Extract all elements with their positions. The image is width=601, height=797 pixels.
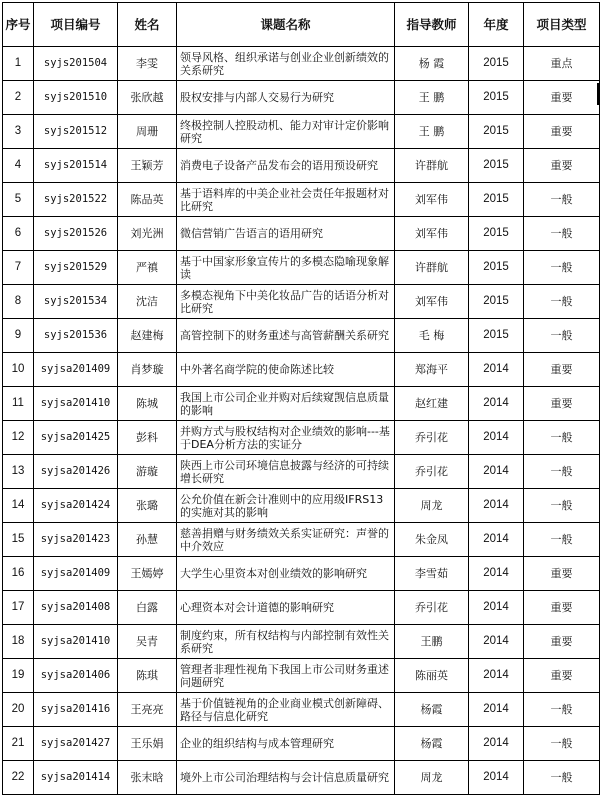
project-table-container — [2, 2, 600, 795]
cell-year: 2014 — [469, 455, 524, 489]
cell-year: 2015 — [469, 149, 524, 183]
cell-no: 17 — [3, 591, 34, 625]
table-row — [3, 387, 600, 421]
table-row — [3, 727, 600, 761]
cell-type: 一般 — [524, 217, 600, 251]
header-advisor: 指导教师 — [395, 3, 469, 47]
cell-year: 2014 — [469, 353, 524, 387]
cell-code: syjsa201408 — [34, 591, 118, 625]
cell-year: 2015 — [469, 251, 524, 285]
cell-advisor: 许群航 — [395, 149, 469, 183]
cell-no: 12 — [3, 421, 34, 455]
cell-title: 大学生心里资本对创业绩效的影响研究 — [177, 557, 395, 591]
cell-no: 3 — [3, 115, 34, 149]
cell-type: 重要 — [524, 591, 600, 625]
cell-type: 一般 — [524, 421, 600, 455]
header-no: 序号 — [3, 3, 34, 47]
cell-no: 19 — [3, 659, 34, 693]
cell-no: 8 — [3, 285, 34, 319]
cell-name: 张末晗 — [118, 761, 177, 795]
cell-code: syjsa201410 — [34, 625, 118, 659]
cell-no: 10 — [3, 353, 34, 387]
cell-name: 彭科 — [118, 421, 177, 455]
cell-advisor: 毛 梅 — [395, 319, 469, 353]
table-row — [3, 659, 600, 693]
cell-title: 并购方式与股权结构对企业绩效的影响---基于DEA分析方法的实证分 — [177, 421, 395, 455]
cell-name: 孙慧 — [118, 523, 177, 557]
cell-code: syjsa201414 — [34, 761, 118, 795]
header-name: 姓名 — [118, 3, 177, 47]
cell-advisor: 陈丽英 — [395, 659, 469, 693]
cell-title: 基于价值链视角的企业商业模式创新障碍、路径与信息化研究 — [177, 693, 395, 727]
cell-year: 2014 — [469, 727, 524, 761]
table-row — [3, 455, 600, 489]
table-row — [3, 421, 600, 455]
cell-type: 重要 — [524, 557, 600, 591]
cell-code: syjsa201410 — [34, 387, 118, 421]
cell-title: 终极控制人控股动机、能力对审计定价影响研究 — [177, 115, 395, 149]
table-row — [3, 81, 600, 115]
cell-type: 重要 — [524, 115, 600, 149]
cell-advisor: 刘军伟 — [395, 183, 469, 217]
cell-year: 2014 — [469, 591, 524, 625]
table-row — [3, 115, 600, 149]
table-row — [3, 353, 600, 387]
cell-name: 周珊 — [118, 115, 177, 149]
cell-name: 游璇 — [118, 455, 177, 489]
table-body — [3, 47, 600, 795]
cell-no: 1 — [3, 47, 34, 81]
table-row — [3, 489, 600, 523]
cell-title: 我国上市公司企业并购对后续窥觊信息质量的影响 — [177, 387, 395, 421]
cell-title: 慈善捐赠与财务绩效关系实证研究：声誉的中介效应 — [177, 523, 395, 557]
cell-name: 肖梦璇 — [118, 353, 177, 387]
cell-year: 2015 — [469, 81, 524, 115]
project-table — [2, 2, 600, 795]
cell-advisor: 王 鹏 — [395, 115, 469, 149]
cell-name: 陈品英 — [118, 183, 177, 217]
cell-no: 15 — [3, 523, 34, 557]
cell-title: 高管控制下的财务重述与高管薪酬关系研究 — [177, 319, 395, 353]
cell-no: 2 — [3, 81, 34, 115]
cell-title: 心理资本对会计道德的影响研究 — [177, 591, 395, 625]
cell-type: 重要 — [524, 659, 600, 693]
table-row — [3, 625, 600, 659]
cell-code: syjs201529 — [34, 251, 118, 285]
cell-no: 11 — [3, 387, 34, 421]
cell-advisor: 杨霞 — [395, 693, 469, 727]
cell-advisor: 乔引花 — [395, 421, 469, 455]
cell-title: 基于中国家形象宣传片的多模态隐喻现象解读 — [177, 251, 395, 285]
cell-name: 张璐 — [118, 489, 177, 523]
cell-code: syjs201510 — [34, 81, 118, 115]
cell-title: 境外上市公司治理结构与会计信息质量研究 — [177, 761, 395, 795]
cell-type: 一般 — [524, 455, 600, 489]
table-row — [3, 183, 600, 217]
cell-no: 4 — [3, 149, 34, 183]
cell-year: 2015 — [469, 183, 524, 217]
cell-no: 20 — [3, 693, 34, 727]
cell-advisor: 王 鹏 — [395, 81, 469, 115]
header-type: 项目类型 — [524, 3, 600, 47]
cell-title: 股权安排与内部人交易行为研究 — [177, 81, 395, 115]
cell-type: 一般 — [524, 251, 600, 285]
table-row — [3, 693, 600, 727]
cell-name: 陈琪 — [118, 659, 177, 693]
table-row — [3, 761, 600, 795]
text-cursor-mark — [597, 83, 599, 105]
cell-code: syjsa201416 — [34, 693, 118, 727]
cell-name: 王亮亮 — [118, 693, 177, 727]
cell-year: 2014 — [469, 625, 524, 659]
cell-title: 管理者非理性视角下我国上市公司财务重述问题研究 — [177, 659, 395, 693]
cell-code: syjs201504 — [34, 47, 118, 81]
cell-name: 赵建梅 — [118, 319, 177, 353]
cell-name: 陈城 — [118, 387, 177, 421]
cell-advisor: 赵红建 — [395, 387, 469, 421]
cell-name: 李雯 — [118, 47, 177, 81]
cell-code: syjsa201425 — [34, 421, 118, 455]
cell-no: 9 — [3, 319, 34, 353]
cell-no: 22 — [3, 761, 34, 795]
cell-year: 2015 — [469, 217, 524, 251]
cell-code: syjsa201424 — [34, 489, 118, 523]
cell-advisor: 刘军伟 — [395, 285, 469, 319]
cell-no: 5 — [3, 183, 34, 217]
cell-title: 制度约束，所有权结构与内部控制有效性关系研究 — [177, 625, 395, 659]
header-code: 项目编号 — [34, 3, 118, 47]
cell-type: 重要 — [524, 625, 600, 659]
cell-title: 陕西上市公司环境信息披露与经济的可持续增长研究 — [177, 455, 395, 489]
cell-year: 2015 — [469, 285, 524, 319]
cell-code: syjs201534 — [34, 285, 118, 319]
cell-name: 张欣越 — [118, 81, 177, 115]
cell-type: 一般 — [524, 523, 600, 557]
cell-no: 16 — [3, 557, 34, 591]
table-header-row — [3, 3, 600, 47]
table-row — [3, 149, 600, 183]
cell-no: 14 — [3, 489, 34, 523]
cell-type: 重要 — [524, 81, 600, 115]
cell-title: 企业的组织结构与成本管理研究 — [177, 727, 395, 761]
table-row — [3, 523, 600, 557]
cell-type: 一般 — [524, 183, 600, 217]
cell-title: 基于语料库的中美企业社会责任年报题材对比研究 — [177, 183, 395, 217]
cell-year: 2014 — [469, 489, 524, 523]
cell-no: 13 — [3, 455, 34, 489]
table-row — [3, 47, 600, 81]
table-row — [3, 557, 600, 591]
cell-no: 18 — [3, 625, 34, 659]
cell-title: 微信营销广告语言的语用研究 — [177, 217, 395, 251]
table-row — [3, 217, 600, 251]
cell-code: syjsa201409 — [34, 557, 118, 591]
cell-year: 2014 — [469, 659, 524, 693]
cell-year: 2014 — [469, 387, 524, 421]
cell-type: 一般 — [524, 319, 600, 353]
cell-code: syjsa201426 — [34, 455, 118, 489]
cell-title: 领导风格、组织承诺与创业企业创新绩效的关系研究 — [177, 47, 395, 81]
header-title: 课题名称 — [177, 3, 395, 47]
cell-code: syjs201526 — [34, 217, 118, 251]
cell-year: 2014 — [469, 557, 524, 591]
cell-advisor: 李雪茹 — [395, 557, 469, 591]
cell-year: 2014 — [469, 523, 524, 557]
cell-code: syjs201512 — [34, 115, 118, 149]
cell-advisor: 王鹏 — [395, 625, 469, 659]
cell-name: 王嫣婷 — [118, 557, 177, 591]
cell-advisor: 乔引花 — [395, 591, 469, 625]
cell-type: 重点 — [524, 47, 600, 81]
cell-title: 消费电子设备产品发布会的语用预设研究 — [177, 149, 395, 183]
table-row — [3, 319, 600, 353]
table-row — [3, 591, 600, 625]
cell-name: 刘光洲 — [118, 217, 177, 251]
cell-advisor: 周龙 — [395, 489, 469, 523]
cell-year: 2014 — [469, 761, 524, 795]
cell-no: 21 — [3, 727, 34, 761]
cell-year: 2014 — [469, 693, 524, 727]
cell-code: syjsa201427 — [34, 727, 118, 761]
cell-code: syjs201522 — [34, 183, 118, 217]
cell-year: 2015 — [469, 319, 524, 353]
cell-year: 2014 — [469, 421, 524, 455]
cell-name: 王颖芳 — [118, 149, 177, 183]
cell-code: syjs201536 — [34, 319, 118, 353]
cell-name: 白露 — [118, 591, 177, 625]
cell-advisor: 许群航 — [395, 251, 469, 285]
cell-name: 沈洁 — [118, 285, 177, 319]
cell-name: 严禛 — [118, 251, 177, 285]
header-year: 年度 — [469, 3, 524, 47]
cell-code: syjs201514 — [34, 149, 118, 183]
table-row — [3, 285, 600, 319]
cell-advisor: 杨霞 — [395, 727, 469, 761]
table-row — [3, 251, 600, 285]
cell-name: 王乐娟 — [118, 727, 177, 761]
cell-type: 一般 — [524, 489, 600, 523]
cell-type: 一般 — [524, 693, 600, 727]
cell-type: 一般 — [524, 761, 600, 795]
cell-no: 6 — [3, 217, 34, 251]
cell-title: 中外著名商学院的使命陈述比较 — [177, 353, 395, 387]
cell-advisor: 乔引花 — [395, 455, 469, 489]
cell-advisor: 刘军伟 — [395, 217, 469, 251]
cell-type: 一般 — [524, 285, 600, 319]
cell-advisor: 周龙 — [395, 761, 469, 795]
cell-advisor: 郑海平 — [395, 353, 469, 387]
cell-type: 重要 — [524, 353, 600, 387]
cell-advisor: 杨 霞 — [395, 47, 469, 81]
cell-code: syjsa201406 — [34, 659, 118, 693]
cell-code: syjsa201423 — [34, 523, 118, 557]
cell-type: 重要 — [524, 387, 600, 421]
cell-title: 公允价值在新会计准则中的应用级IFRS13的实施对其的影响 — [177, 489, 395, 523]
cell-name: 吴青 — [118, 625, 177, 659]
cell-no: 7 — [3, 251, 34, 285]
cell-type: 一般 — [524, 727, 600, 761]
cell-title: 多模态视角下中美化妆品广告的话语分析对比研究 — [177, 285, 395, 319]
cell-year: 2015 — [469, 47, 524, 81]
cell-advisor: 朱金凤 — [395, 523, 469, 557]
cell-type: 重要 — [524, 149, 600, 183]
cell-code: syjsa201409 — [34, 353, 118, 387]
cell-year: 2015 — [469, 115, 524, 149]
